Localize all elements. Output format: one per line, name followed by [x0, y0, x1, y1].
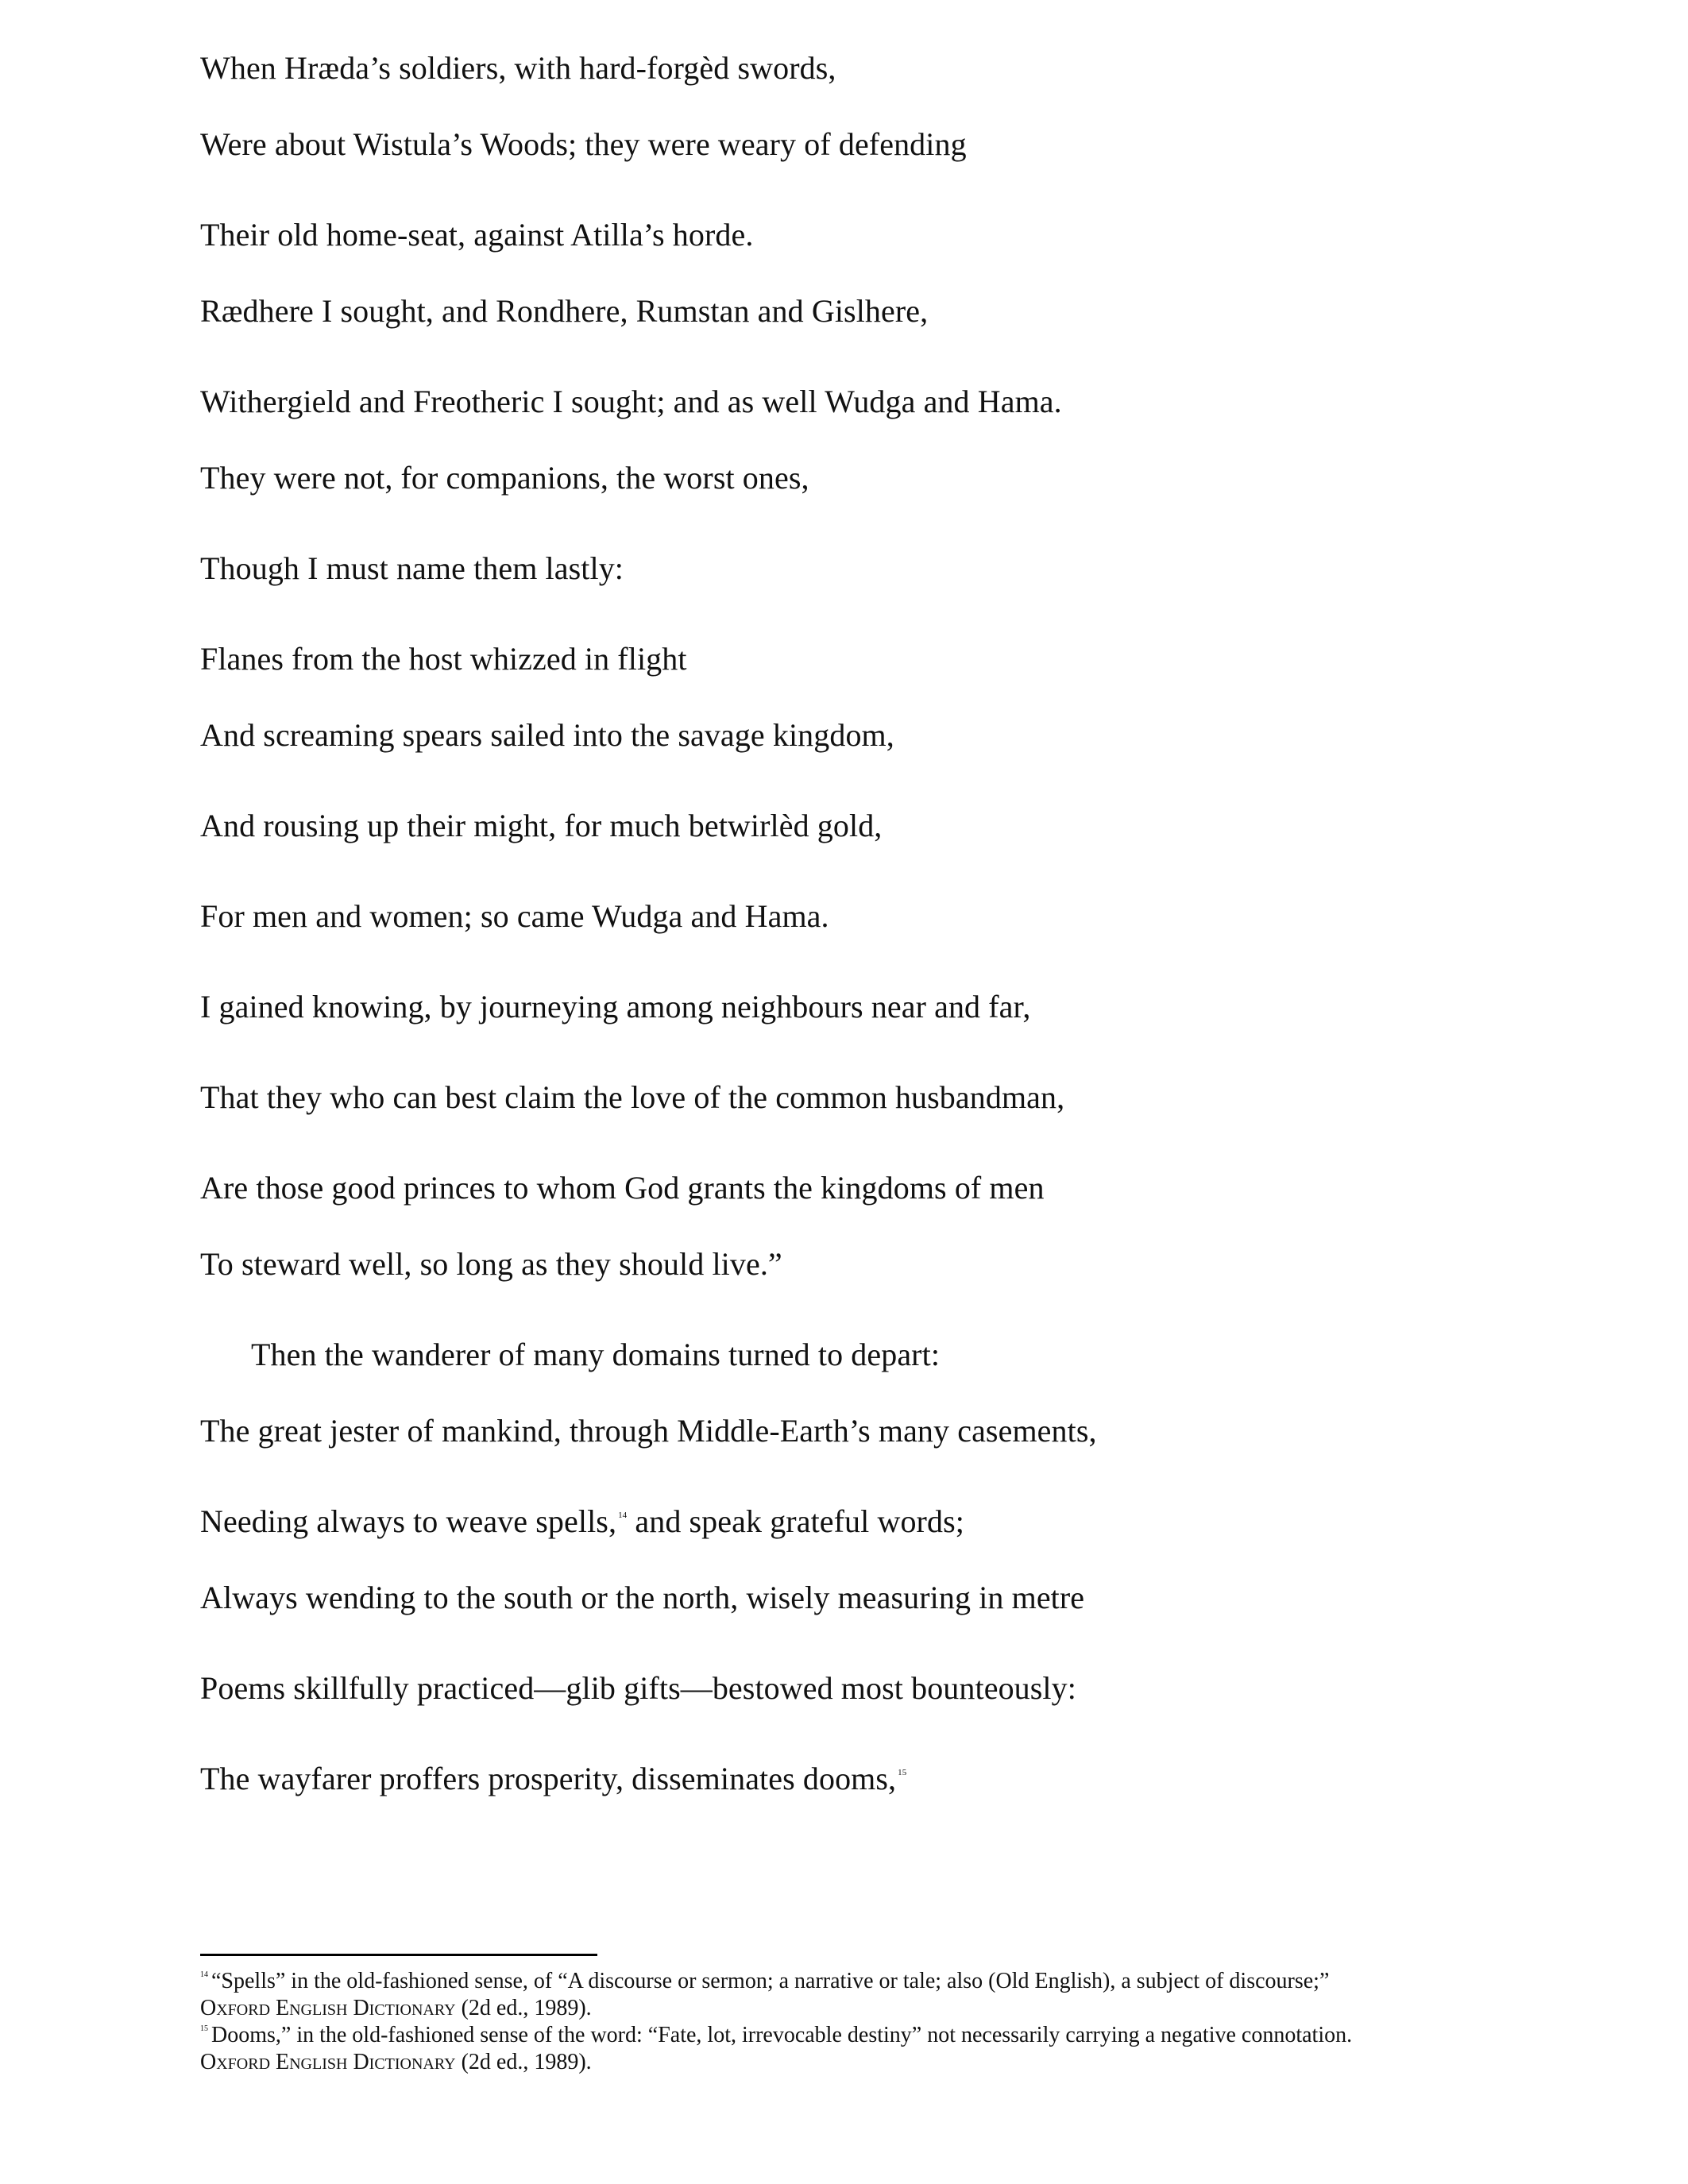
poem-line-5: Withergield and Freotheric I sought; and as well Wudga and Hama.: [200, 384, 1062, 419]
footnote-text: “Spells” in the old-fashioned sense, of “A discourse or sermon; a narrative or tale; also (Old English), a subject of discourse;”: [211, 1969, 1330, 1993]
footnote-number: 15: [200, 2024, 208, 2033]
poem-line-1: When Hræda’s soldiers, with hard-forgèd swords,: [200, 50, 836, 86]
poem-line-19: Always wending to the south or the north, wisely measuring in metre: [200, 1580, 1085, 1615]
footnote-ref-14[interactable]: 14: [618, 1511, 628, 1520]
footnote-15: [200, 2022, 1503, 2076]
poem-line-9: And screaming spears sailed into the savage kingdom,: [200, 717, 894, 753]
poem-line-7: Though I must name them lastly:: [200, 550, 624, 586]
poem-line-4: Rædhere I sought, and Rondhere, Rumstan and Gislhere,: [200, 293, 929, 329]
poem-line-8: Flanes from the host whizzed in flight: [200, 641, 687, 677]
poem-line-10: And rousing up their might, for much betwirlèd gold,: [200, 808, 883, 843]
footnote-14: [200, 1968, 1503, 2022]
poem-line-21: The wayfarer proffers prosperity, disseminates dooms, $^{15}$: [200, 1761, 907, 1796]
footnote-ref-15[interactable]: 15: [898, 1768, 907, 1777]
footnote-separator: [200, 1954, 597, 1956]
footnote-edition: (2d ed., 1989).: [455, 2050, 592, 2074]
poem-line-18: Needing always to weave spells, $^{14}$ and speak grateful words;: [200, 1503, 964, 1539]
poem-line-11: For men and women; so came Wudga and Hama.: [200, 898, 829, 934]
poem-line-20: Poems skillfully practiced—glib gifts—bestowed most bounteously:: [200, 1670, 1076, 1706]
poem-line-16: Then the wanderer of many domains turned to depart:: [251, 1337, 941, 1372]
footnote-number: 14: [200, 1970, 208, 1979]
poem-line-6: They were not, for companions, the worst ones,: [200, 460, 809, 496]
footnote-text: Dooms,” in the old-fashioned sense of the word: “Fate, lot, irrevocable destiny” not necessarily carrying a negative connotation.: [211, 2023, 1353, 2047]
poem-line-17: The great jester of mankind, through Middle-Earth’s many casements,: [200, 1413, 1097, 1449]
poem-line-14: Are those good princes to whom God grants the kingdoms of men: [200, 1170, 1045, 1206]
poem-line-2: Were about Wistula’s Woods; they were weary of defending: [200, 126, 967, 162]
footnote-edition: (2d ed., 1989).: [455, 1996, 592, 2020]
poem-line-13: That they who can best claim the love of the common husbandman,: [200, 1079, 1065, 1115]
poem-line-12: I gained knowing, by journeying among neighbours near and far,: [200, 989, 1031, 1024]
poem-line-15: To steward well, so long as they should live.”: [200, 1246, 782, 1282]
footnote-source: Oxford English Dictionary: [200, 1996, 456, 2020]
footnote-source: Oxford English Dictionary: [200, 2050, 456, 2074]
poem-line-3: Their old home-seat, against Atilla’s horde.: [200, 217, 754, 253]
